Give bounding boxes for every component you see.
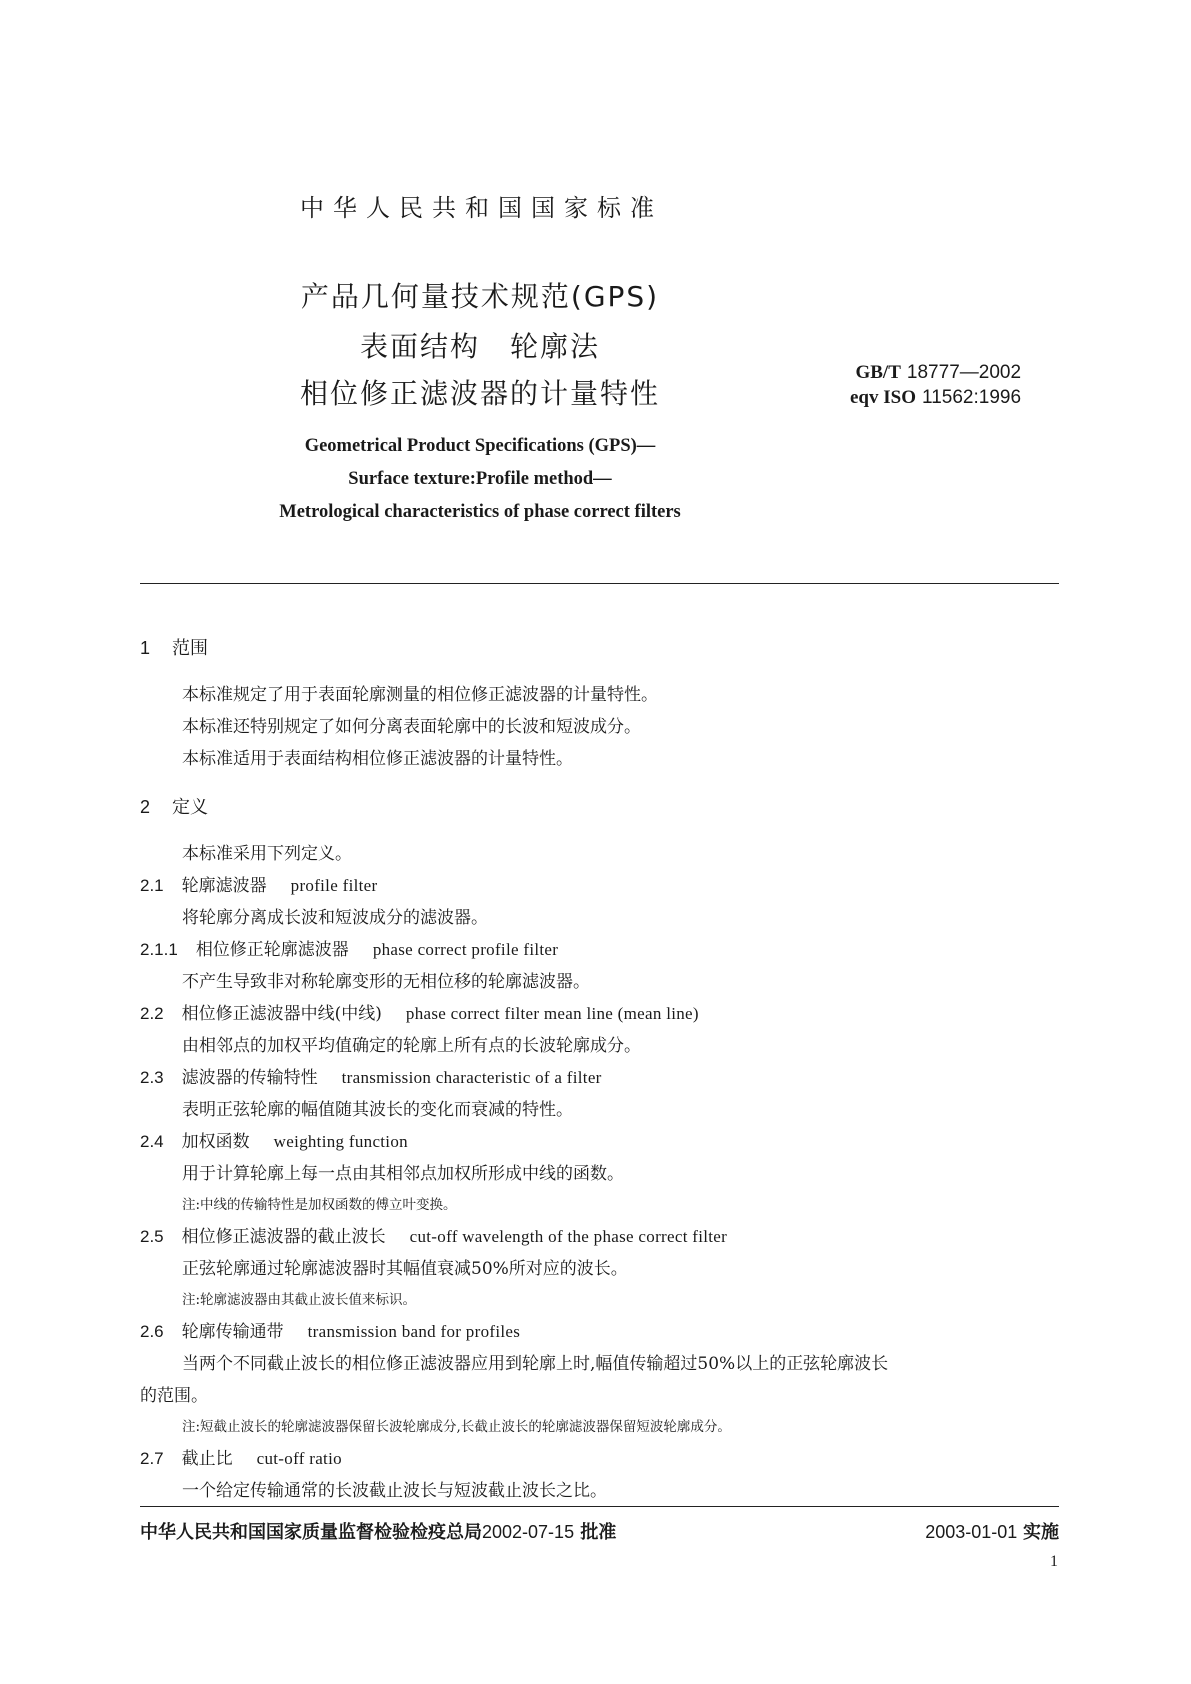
definitions-intro: 本标准采用下列定义。 bbox=[182, 844, 352, 864]
section-heading-definitions: 2 定义 bbox=[140, 797, 208, 818]
term-2-7-definition: 一个给定传输通常的长波截止波长与短波截止波长之比。 bbox=[182, 1481, 607, 1501]
term-2-7: 2.7 截止比 cut-off ratio bbox=[140, 1449, 342, 1469]
page-number: 1 bbox=[1050, 1553, 1058, 1570]
term-2-6: 2.6 轮廓传输通带 transmission band for profiles bbox=[140, 1322, 521, 1342]
standard-code: GB/T 18777—2002 bbox=[855, 362, 1022, 383]
term-2-4-note: 注:中线的传输特性是加权函数的傅立叶变换。 bbox=[182, 1197, 457, 1213]
footer-divider bbox=[140, 1506, 1059, 1507]
approval-date: 2002-07-15 bbox=[482, 1522, 575, 1542]
term-2-5-definition: 正弦轮廓通过轮廓滤波器时其幅值衰减50%所对应的波长。 bbox=[182, 1259, 628, 1279]
term-2-6-note: 注:短截止波长的轮廓滤波器保留长波轮廓成分,长截止波长的轮廓滤波器保留短波轮廓成分。 bbox=[182, 1419, 731, 1435]
equivalence-code: eqv ISO 11562:1996 bbox=[850, 387, 1022, 408]
scope-paragraph-1: 本标准规定了用于表面轮廓测量的相位修正滤波器的计量特性。 bbox=[182, 685, 658, 705]
term-2-6-definition-line-2: 的范围。 bbox=[140, 1386, 208, 1406]
english-title-line-3: Metrological characteristics of phase correct filters bbox=[279, 502, 681, 522]
term-2-5-note: 注:轮廓滤波器由其截止波长值来标识。 bbox=[182, 1292, 417, 1308]
term-2-3: 2.3 滤波器的传输特性 transmission characteristic of a filter bbox=[140, 1068, 602, 1088]
term-2-1: 2.1 轮廓滤波器 profile filter bbox=[140, 876, 378, 896]
header-divider bbox=[140, 583, 1059, 584]
title-line-2: 表面结构 轮廓法 bbox=[359, 330, 600, 363]
term-2-4-definition: 用于计算轮廓上每一点由其相邻点加权所形成中线的函数。 bbox=[182, 1164, 624, 1184]
term-2-2: 2.2 相位修正滤波器中线(中线) phase correct filter mean line (mean line) bbox=[140, 1004, 699, 1024]
section-heading-scope: 1 范围 bbox=[140, 638, 208, 659]
term-2-3-definition: 表明正弦轮廓的幅值随其波长的变化而衰减的特性。 bbox=[182, 1100, 573, 1120]
english-title-line-1: Geometrical Product Specifications (GPS)— bbox=[304, 436, 656, 456]
term-2-1-definition: 将轮廓分离成长波和短波成分的滤波器。 bbox=[182, 908, 488, 928]
effective-date: 2003-01-01 bbox=[925, 1522, 1018, 1542]
term-2-1-1: 2.1.1 相位修正轮廓滤波器 phase correct profile filter bbox=[140, 940, 559, 960]
term-2-5: 2.5 相位修正滤波器的截止波长 cut-off wavelength of the phase correct filter bbox=[140, 1227, 728, 1247]
scope-paragraph-2: 本标准还特别规定了如何分离表面轮廓中的长波和短波成分。 bbox=[182, 717, 641, 737]
english-title-line-2: Surface texture:Profile method— bbox=[348, 469, 612, 489]
national-standard-label: 中华人民共和国国家标准 bbox=[300, 194, 663, 222]
effective-statement: 2003-01-01 实施 bbox=[925, 1522, 1059, 1543]
term-2-4: 2.4 加权函数 weighting function bbox=[140, 1132, 408, 1152]
term-2-2-definition: 由相邻点的加权平均值确定的轮廓上所有点的长波轮廓成分。 bbox=[182, 1036, 641, 1056]
term-2-1-1-definition: 不产生导致非对称轮廓变形的无相位移的轮廓滤波器。 bbox=[182, 972, 590, 992]
term-2-6-definition-line-1: 当两个不同截止波长的相位修正滤波器应用到轮廓上时,幅值传输超过50%以上的正弦轮廓波长 bbox=[182, 1354, 889, 1374]
title-line-1: 产品几何量技术规范(GPS) bbox=[300, 280, 660, 313]
scope-paragraph-3: 本标准适用于表面结构相位修正滤波器的计量特性。 bbox=[182, 749, 573, 769]
approval-statement: 中华人民共和国国家质量监督检验检疫总局2002-07-15 批准 bbox=[140, 1522, 617, 1543]
standard-code-block bbox=[850, 360, 1021, 410]
title-line-3: 相位修正滤波器的计量特性 bbox=[299, 377, 660, 410]
